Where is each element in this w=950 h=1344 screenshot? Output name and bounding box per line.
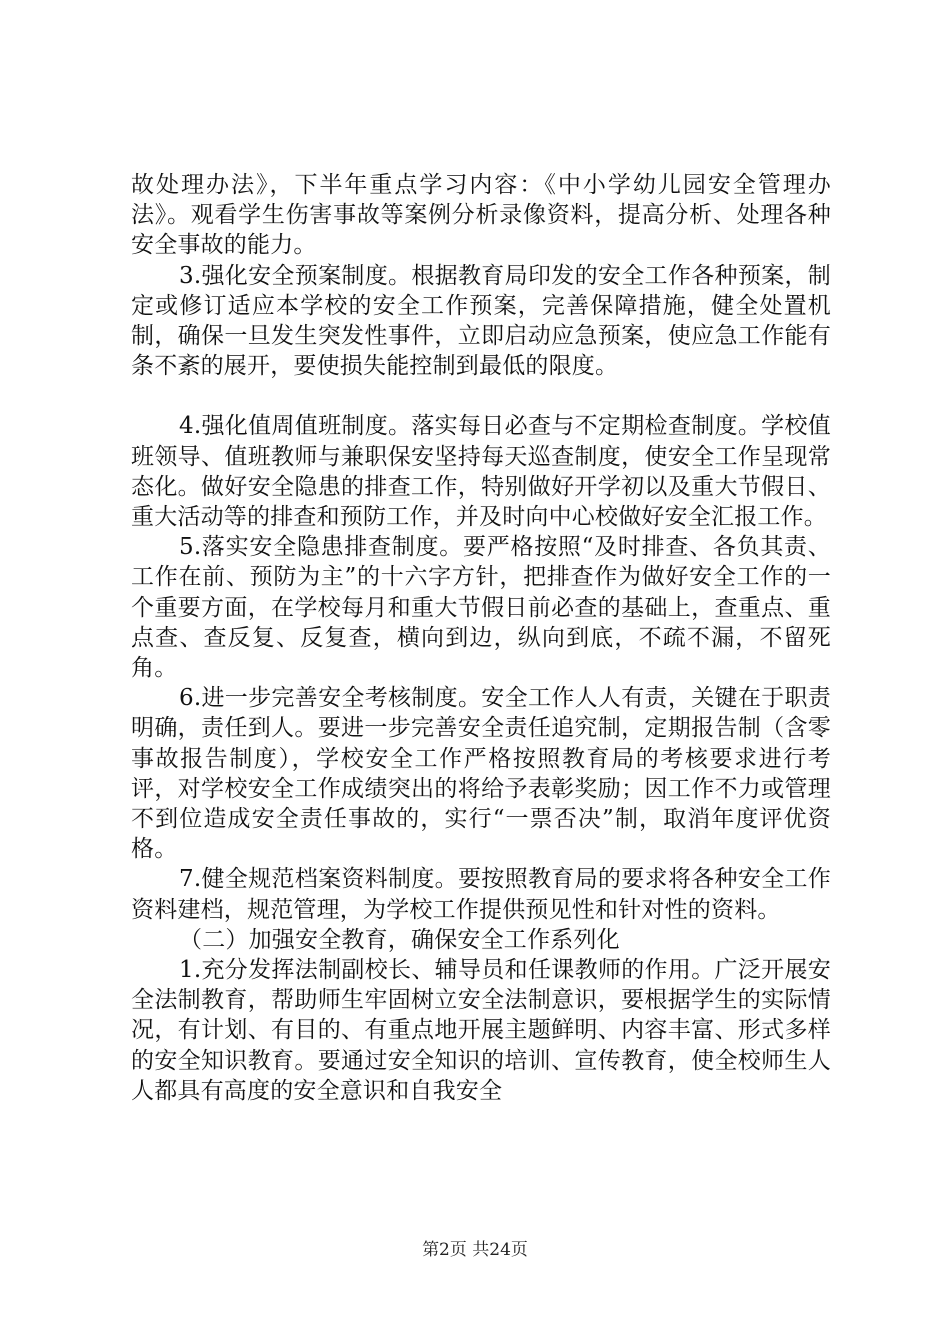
- document-body: [131, 170, 831, 1106]
- paragraph-item-4: 4.强化值周值班制度。落实每日必查与不定期检查制度。学校值班领导、值班教师与兼职保安坚持每天巡查制度，使安全工作呈现常态化。做好安全隐患的排查工作，特别做好开学初以及重大节假日、重大活动等的排查和预防工作，并及时向中心校做好安全汇报工作。: [131, 413, 831, 531]
- paragraph-item-5: 5.落实安全隐患排查制度。要严格按照“及时排查、各负其责、工作在前、预防为主”的十六字方针，把排查作为做好安全工作的一个重要方面，在学校每月和重大节假日前必查的基础上，查重点、重点查、查反复、反复查，横向到边，纵向到底，不疏不漏，不留死角。: [131, 534, 831, 682]
- paragraph-continuation: 故处理办法》，下半年重点学习内容：《中小学幼儿园安全管理办法》。观看学生伤害事故等案例分析录像资料，提高分析、处理各种安全事故的能力。: [131, 172, 831, 259]
- page-footer: [0, 1240, 950, 1260]
- paragraph-item-3: 3.强化安全预案制度。根据教育局印发的安全工作各种预案，制定或修订适应本学校的安全工作预案，完善保障措施，健全处置机制，确保一旦发生突发性事件，立即启动应急预案，使应急工作能有条不紊的展开，要使损失能控制到最低的限度。: [131, 262, 831, 380]
- paragraph-item-1: 1.充分发挥法制副校长、辅导员和任课教师的作用。广泛开展安全法制教育，帮助师生牢固树立安全法制意识，要根据学生的实际情况，有计划、有目的、有重点地开展主题鲜明、内容丰富、形式多样的安全知识教育。要通过安全知识的培训、宣传教育，使全校师生人人都具有高度的安全意识和自我安全: [131, 957, 831, 1104]
- paragraph-item-7: 7.健全规范档案资料制度。要按照教育局的要求将各种安全工作资料建档，规范管理，为学校工作提供预见性和针对性的资料。: [131, 866, 831, 923]
- section-heading: （二）加强安全教育，确保安全工作系列化: [179, 926, 620, 953]
- page-number: 第2页 共24页: [422, 1240, 528, 1260]
- paragraph-item-6: 6.进一步完善安全考核制度。安全工作人人有责，关键在于职责明确，责任到人。要进一步完善安全责任追究制，定期报告制（含零事故报告制度），学校安全工作严格按照教育局的考核要求进行考评，对学校安全工作成绩突出的将给予表彰奖励；因工作不力或管理不到位造成安全责任事故的，实行“一票否决”制，取消年度评优资格。: [131, 685, 831, 863]
